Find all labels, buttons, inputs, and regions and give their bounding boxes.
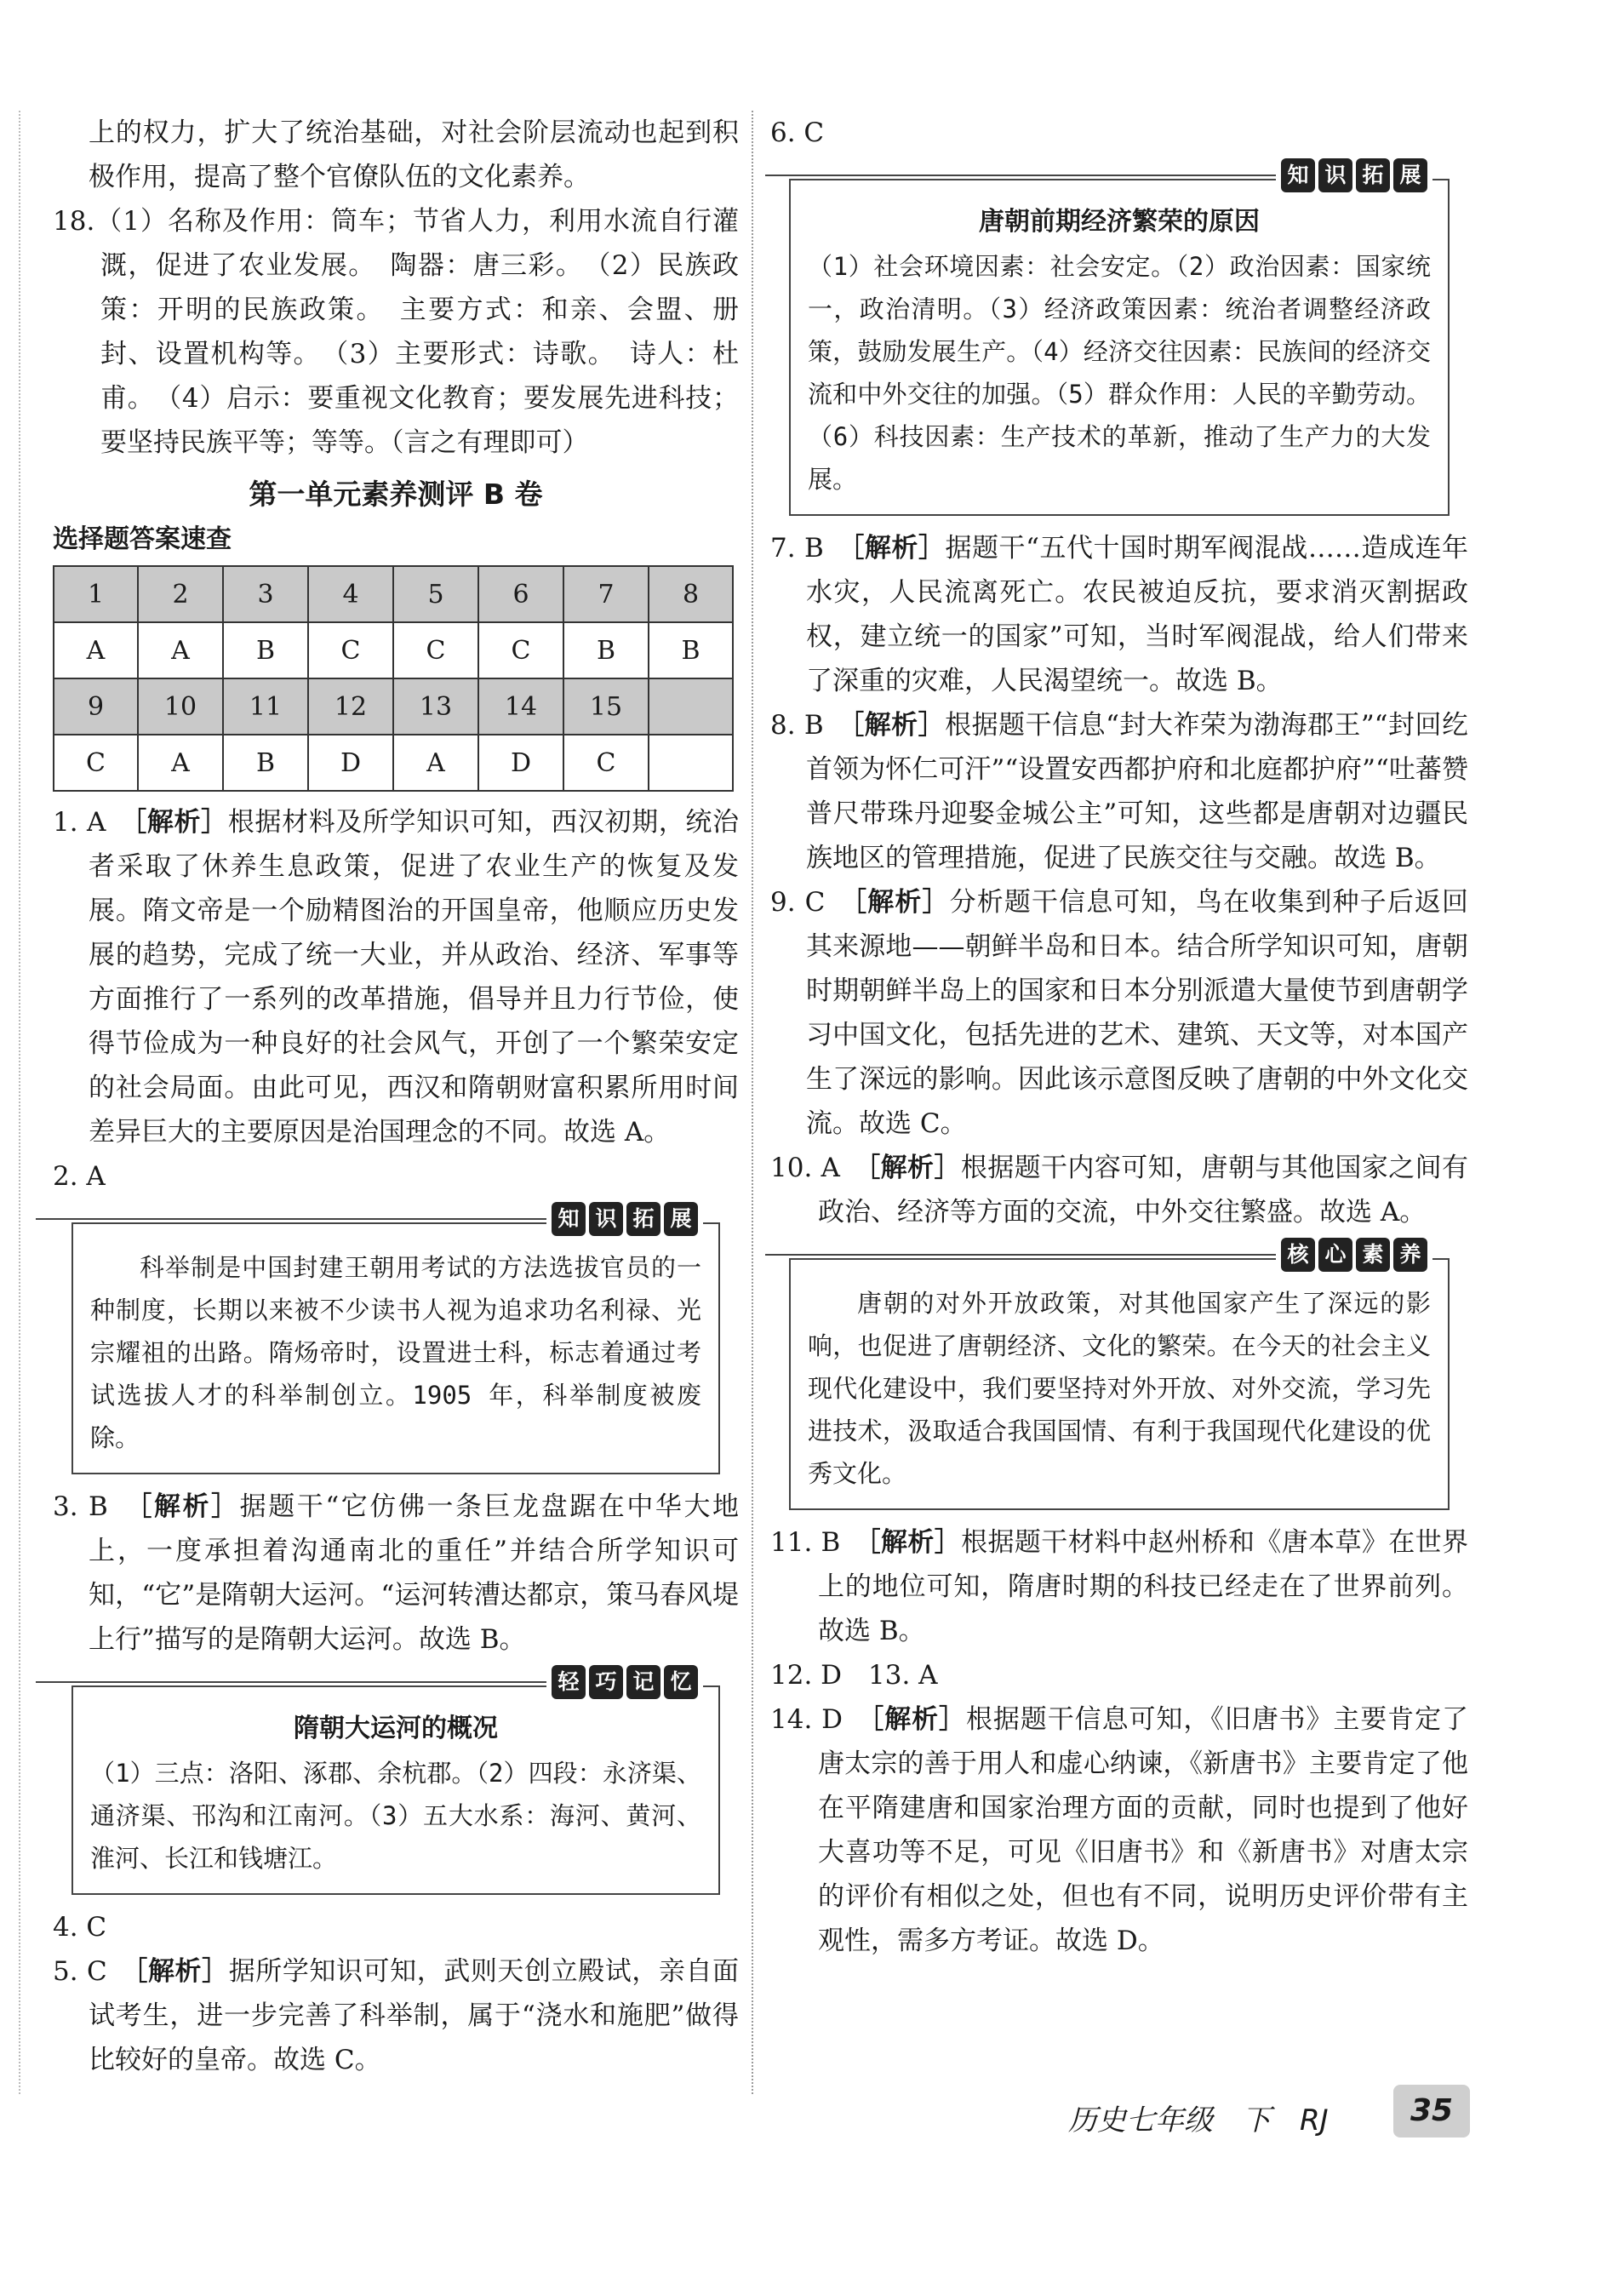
table-cell: D [478, 735, 563, 791]
section-title: 第一单元素养测评 B 卷 [249, 478, 543, 511]
badge-char: 知 [552, 1202, 586, 1236]
box-text: 唐朝的对外开放政策，对其他国家产生了深远的影响，也促进了唐朝经济、文化的繁荣。在今天的社会主义现代化建设中，我们要坚持对外开放、对外交流，学习先进技术，汲取适合我国国情、有利于我国现代化建设的优秀文化。 [808, 1289, 1431, 1488]
analysis-tag: ［解析］ [853, 887, 950, 918]
answer-18: 18.（1）名称及作用：筒车；节省人力，利用水流自行灌溉，促进了农业发展。 陶器：唐三彩。 （2）民族政策：开明的民族政策。 主要方式：和亲、会盟、册封、设置机构等。 （3）主要形式：诗歌。 诗人：杜甫。 （4）启示：要重视文化教育；要发展先进科技；要坚持民族平等；等等。（言之有理即可） [53, 206, 739, 458]
answer-11 [770, 1520, 1468, 1653]
table-cell: B [563, 622, 649, 678]
table-cell: A [138, 622, 223, 678]
table-row [54, 566, 733, 622]
analysis-tag: ［解析］ [866, 1153, 961, 1183]
table-cell: 10 [138, 678, 223, 735]
knowledge-extension-box [71, 1206, 720, 1474]
answer-4: 4. C [53, 1912, 107, 1943]
analysis-tag: ［解析］ [870, 1704, 966, 1735]
table-cell: 8 [649, 566, 733, 622]
table-cell: 9 [54, 678, 138, 735]
answer-number: 1. A [53, 807, 106, 838]
badge-char: 展 [1393, 158, 1427, 192]
answer-table [53, 565, 734, 792]
table-cell: 7 [563, 566, 649, 622]
knowledge-extension-badge [546, 1202, 703, 1236]
answer-explanation: 根据题干信息可知，《旧唐书》主要肯定了唐太宗的善于用人和虚心纳谏，《新唐书》主要肯定了他在平隋建唐和国家治理方面的贡献，同时也提到了他好大喜功等不足，可见《旧唐书》和《新唐书》对唐太宗的评价有相似之处，但也有不同，说明历史评价带有主观性，需多方考证。故选 D。 [818, 1704, 1469, 1956]
binding-margin-line [19, 111, 20, 2094]
continued-paragraph: 上的权力，扩大了统治基础，对社会阶层流动也起到积极作用，提高了整个官僚队伍的文化素养。 [89, 117, 739, 192]
answer-number: 14. D [770, 1704, 843, 1735]
box-title: 唐朝前期经济繁荣的原因 [979, 207, 1260, 237]
right-column [770, 111, 1468, 1963]
left-column [53, 111, 739, 2082]
table-cell-empty [649, 678, 733, 735]
analysis-tag: ［解析］ [138, 1491, 240, 1522]
badge-char: 心 [1318, 1238, 1352, 1272]
box-text: （1）三点：洛阳、涿郡、余杭郡。（2）四段：永济渠、通济渠、邗沟和江南河。（3）五大水系：海河、黄河、淮河、长江和钱塘江。 [90, 1759, 701, 1873]
answer-1 [53, 800, 739, 1154]
answer-9 [770, 880, 1468, 1146]
knowledge-extension-badge [1276, 158, 1432, 192]
table-cell: C [393, 622, 478, 678]
table-cell: B [223, 735, 308, 791]
badge-char: 识 [589, 1202, 623, 1236]
answer-explanation: 据题干“五代十国时期军阀混战……造成连年水灾，人民流离死亡。农民被迫反抗，要求消灭割据政权，建立统一的国家”可知，当时军阀混战，给人们带来了深重的灾难，人民渴望统一。故选 B。 [806, 533, 1468, 696]
table-cell: 14 [478, 678, 563, 735]
answer-number: 10. A [770, 1153, 840, 1183]
badge-char: 素 [1356, 1238, 1390, 1272]
footer-subject: 历史七年级 下 RJ [1068, 2103, 1329, 2138]
analysis-tag: ［解析］ [134, 1956, 229, 1987]
table-cell: 3 [223, 566, 308, 622]
table-cell: A [138, 735, 223, 791]
answer-6: 6. C [770, 117, 825, 148]
table-row [54, 678, 733, 735]
answer-number: 3. B [53, 1491, 108, 1522]
table-cell: C [54, 735, 138, 791]
answer-explanation: 根据题干材料中赵州桥和《唐本草》在世界上的地位可知，隋唐时期的科技已经走在了世界前列。故选 B。 [818, 1527, 1469, 1646]
answer-8 [770, 703, 1468, 880]
page-number: 35 [1393, 2085, 1470, 2138]
answer-explanation: 根据题干内容可知，唐朝与其他国家之间有政治、经济等方面的交流，中外交往繁盛。故选 A。 [818, 1153, 1469, 1228]
table-cell: 1 [54, 566, 138, 622]
badge-char: 核 [1281, 1238, 1315, 1272]
badge-char: 轻 [552, 1665, 586, 1699]
answer-12-13: 12. D 13. A [770, 1660, 938, 1691]
analysis-tag: ［解析］ [133, 807, 228, 838]
knowledge-extension-box [789, 163, 1450, 516]
core-literacy-box [789, 1242, 1450, 1510]
memory-tip-badge [546, 1665, 703, 1699]
answer-explanation: 根据题干信息“封大祚荣为渤海郡王”“封回纥首领为怀仁可汗”“设置安西都护府和北庭都护府”“吐蕃赞普尺带珠丹迎娶金城公主”可知，这些都是唐朝对边疆民族地区的管理措施，促进了民族交往与交融。故选 B。 [806, 710, 1469, 873]
answer-3 [53, 1485, 739, 1662]
table-cell: 6 [478, 566, 563, 622]
table-cell: B [223, 622, 308, 678]
analysis-tag: ［解析］ [850, 710, 946, 741]
badge-char: 展 [664, 1202, 698, 1236]
box-text: （1）社会环境因素：社会安定。（2）政治因素：国家统一，政治清明。（3）经济政策因素：统治者调整经济政策，鼓励发展生产。（4）经济交往因素：民族间的经济交流和中外交往的加强。（5）群众作用：人民的辛勤劳动。（6）科技因素：生产技术的革新，推动了生产力的大发展。 [808, 252, 1431, 494]
table-cell: C [478, 622, 563, 678]
answer-number: 9. C [770, 887, 826, 918]
badge-char: 养 [1393, 1238, 1427, 1272]
box-text: 科举制是中国封建王朝用考试的方法选拔官员的一种制度，长期以来被不少读书人视为追求功名利禄、光宗耀祖的出路。隋炀帝时，设置进士科，标志着通过考试选拔人才的科举制创立。1905 年，科举制度被废除。 [90, 1253, 701, 1452]
answer-5 [53, 1949, 739, 2082]
badge-char: 拓 [1356, 158, 1390, 192]
table-cell: 4 [308, 566, 393, 622]
answer-explanation: 根据材料及所学知识可知，西汉初期，统治者采取了休养生息政策，促进了农业生产的恢复及发展。隋文帝是一个励精图治的开国皇帝，他顺应历史发展的趋势，完成了统一大业，并从政治、经济、军事等方面推行了一系列的改革措施，倡导并且力行节俭，使得节俭成为一种良好的社会风气，开创了一个繁荣安定的社会局面。由此可见，西汉和隋朝财富积累所用时间差异巨大的主要原因是治国理念的不同。故选 A。 [89, 807, 740, 1147]
table-cell: B [649, 622, 733, 678]
badge-char: 知 [1281, 158, 1315, 192]
answer-number: 7. B [770, 533, 824, 564]
memory-tip-box [71, 1669, 720, 1895]
answer-7 [770, 526, 1468, 703]
table-cell: C [563, 735, 649, 791]
table-cell: 2 [138, 566, 223, 622]
analysis-tag: ［解析］ [850, 533, 946, 564]
badge-char: 巧 [589, 1665, 623, 1699]
badge-char: 记 [626, 1665, 660, 1699]
core-literacy-badge [1276, 1238, 1432, 1272]
answer-number: 11. B [770, 1527, 841, 1558]
table-cell: A [393, 735, 478, 791]
analysis-tag: ［解析］ [867, 1527, 962, 1558]
table-row [54, 735, 733, 791]
table-cell: 13 [393, 678, 478, 735]
answer-explanation: 据所学知识可知，武则天创立殿试，亲自面试考生，进一步完善了科举制，属于“浇水和施肥”做得比较好的皇帝。故选 C。 [89, 1956, 740, 2075]
table-row [54, 622, 733, 678]
answer-number: 8. B [770, 710, 824, 741]
answer-explanation: 分析题干信息可知，鸟在收集到种子后返回其来源地——朝鲜半岛和日本。结合所学知识可知，唐朝时期朝鲜半岛上的国家和日本分别派遣大量使节到唐朝学习中国文化，包括先进的艺术、建筑、天文等，对本国产生了深远的影响。因此该示意图反映了唐朝的中外文化交流。故选 C。 [806, 887, 1469, 1139]
box-title: 隋朝大运河的概况 [294, 1714, 498, 1743]
column-divider [752, 111, 753, 2094]
table-cell: 12 [308, 678, 393, 735]
quick-answer-title: 选择题答案速查 [53, 524, 232, 554]
badge-char: 识 [1318, 158, 1352, 192]
table-cell: 11 [223, 678, 308, 735]
answer-explanation: 据题干“它仿佛一条巨龙盘踞在中华大地上，一度承担着沟通南北的重任”并结合所学知识可知，“它”是隋朝大运河。“运河转漕达都京，策马春风堤上行”描写的是隋朝大运河。故选 B。 [89, 1491, 740, 1655]
answer-2: 2. A [53, 1161, 106, 1192]
table-cell-empty [649, 735, 733, 791]
badge-char: 忆 [664, 1665, 698, 1699]
table-cell: D [308, 735, 393, 791]
answer-number: 5. C [53, 1956, 107, 1987]
table-cell: 15 [563, 678, 649, 735]
badge-char: 拓 [626, 1202, 660, 1236]
answer-10 [770, 1146, 1468, 1234]
answer-14 [770, 1697, 1468, 1963]
table-cell: 5 [393, 566, 478, 622]
table-cell: A [54, 622, 138, 678]
table-cell: C [308, 622, 393, 678]
